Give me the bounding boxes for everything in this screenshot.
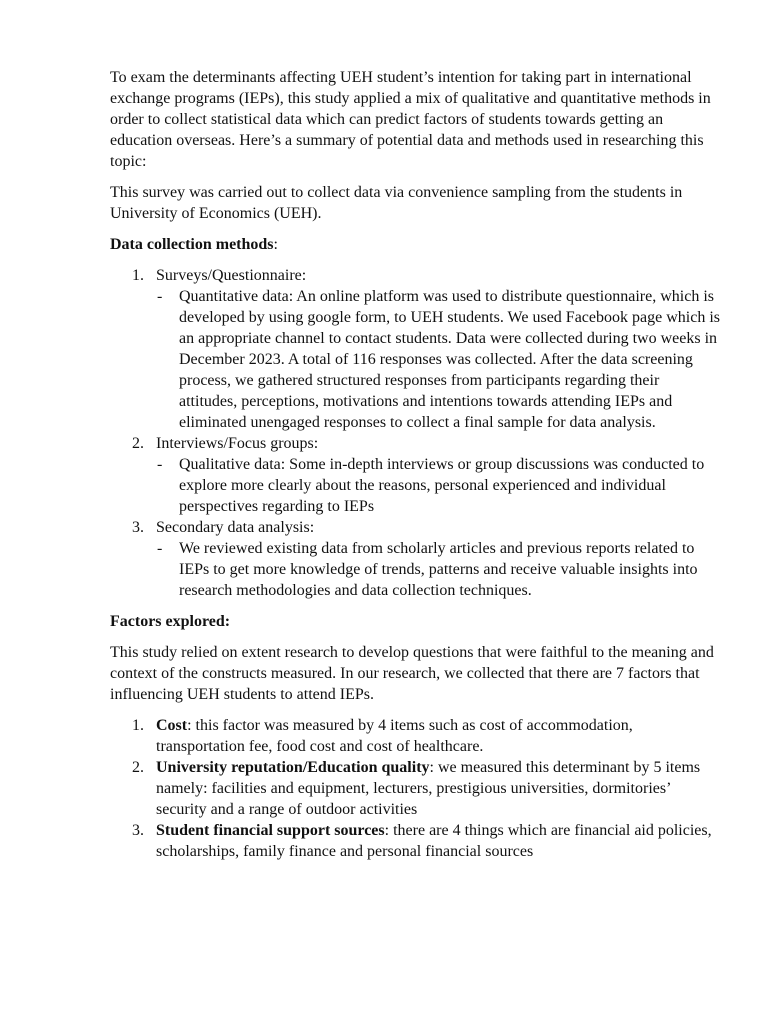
method-number: 1.	[132, 267, 144, 284]
data-collection-heading: Data collection methods	[110, 236, 274, 253]
method-detail-text: Qualitative data: Some in-depth interviews or group discussions was conducted to explore more clearly about the reasons, personal experienced and individual perspectives regarding to IEPs	[179, 456, 705, 515]
method-detail-list	[156, 286, 720, 433]
factor-item-financial-support	[110, 820, 720, 862]
dash-bullet: -	[157, 456, 163, 473]
factor-text: : we measured this determinant by 5 items namely: facilities and equipment, lecturers, prestigious universities, dormitories’ security and a range of outdoor activities	[156, 759, 701, 818]
method-number: 2.	[132, 435, 144, 452]
factor-item-reputation	[110, 757, 720, 820]
factors-paragraph: This study relied on extent research to develop questions that were faithful to the meaning and context of the constructs measured. In our research, we collected that there are 7 factors that influencing UEH students to attend IEPs.	[110, 644, 714, 703]
method-detail-text: Quantitative data: An online platform was used to distribute questionnaire, which is developed by using google form, to UEH students. We used Facebook page which is an appropriate channel to contact students. Data were collected during two weeks in December 2023. A total of 116 responses was collected. After the data screening process, we gathered structured responses from participants regarding their attitudes, perceptions, motivations and intentions towards attending IEPs and eliminated unengaged responses to collect a final sample for data analysis.	[179, 288, 720, 431]
method-number: 3.	[132, 519, 144, 536]
dash-bullet: -	[157, 540, 163, 557]
method-title: Secondary data analysis:	[156, 519, 315, 536]
method-detail	[156, 454, 720, 517]
document-page	[110, 67, 720, 872]
method-detail-list	[156, 538, 720, 601]
method-title: Surveys/Questionnaire:	[156, 267, 307, 284]
factor-item-cost	[110, 715, 720, 757]
factor-text: : this factor was measured by 4 items such as cost of accommodation, transportation fee, food cost and cost of healthcare.	[156, 717, 633, 755]
intro-paragraph-1: To exam the determinants affecting UEH student’s intention for taking part in international exchange programs (IEPs), this study applied a mix of qualitative and quantitative methods in order to collect statistical data which can predict factors of students towards getting an education overseas. Here’s a summary of potential data and methods used in researching this topic:	[110, 69, 711, 170]
factor-name: Cost	[156, 717, 188, 734]
factors-heading: Factors explored:	[110, 613, 231, 630]
method-detail-text: We reviewed existing data from scholarly articles and previous reports related to IEPs to get more knowledge of trends, patterns and receive valuable insights into research methodologies and data collection techniques.	[179, 540, 698, 599]
data-collection-methods-list	[110, 265, 720, 601]
factor-name: University reputation/Education quality	[156, 759, 430, 776]
method-detail	[156, 286, 720, 433]
data-collection-heading-suffix: :	[273, 236, 278, 253]
factors-list	[110, 715, 720, 862]
data-collection-heading-line	[110, 234, 720, 255]
factor-text: : there are 4 things which are financial aid policies, scholarships, family finance and personal financial sources	[156, 822, 712, 860]
factor-number: 3.	[132, 822, 144, 839]
factor-name: Student financial support sources	[156, 822, 385, 839]
method-title: Interviews/Focus groups:	[156, 435, 319, 452]
intro-paragraph-2: This survey was carried out to collect data via convenience sampling from the students in University of Economics (UEH).	[110, 184, 683, 222]
factor-number: 1.	[132, 717, 144, 734]
method-item-secondary-data	[110, 517, 720, 601]
factor-number: 2.	[132, 759, 144, 776]
dash-bullet: -	[157, 288, 163, 305]
method-detail-list	[156, 454, 720, 517]
method-item-surveys	[110, 265, 720, 433]
method-item-interviews	[110, 433, 720, 517]
method-detail	[156, 538, 720, 601]
